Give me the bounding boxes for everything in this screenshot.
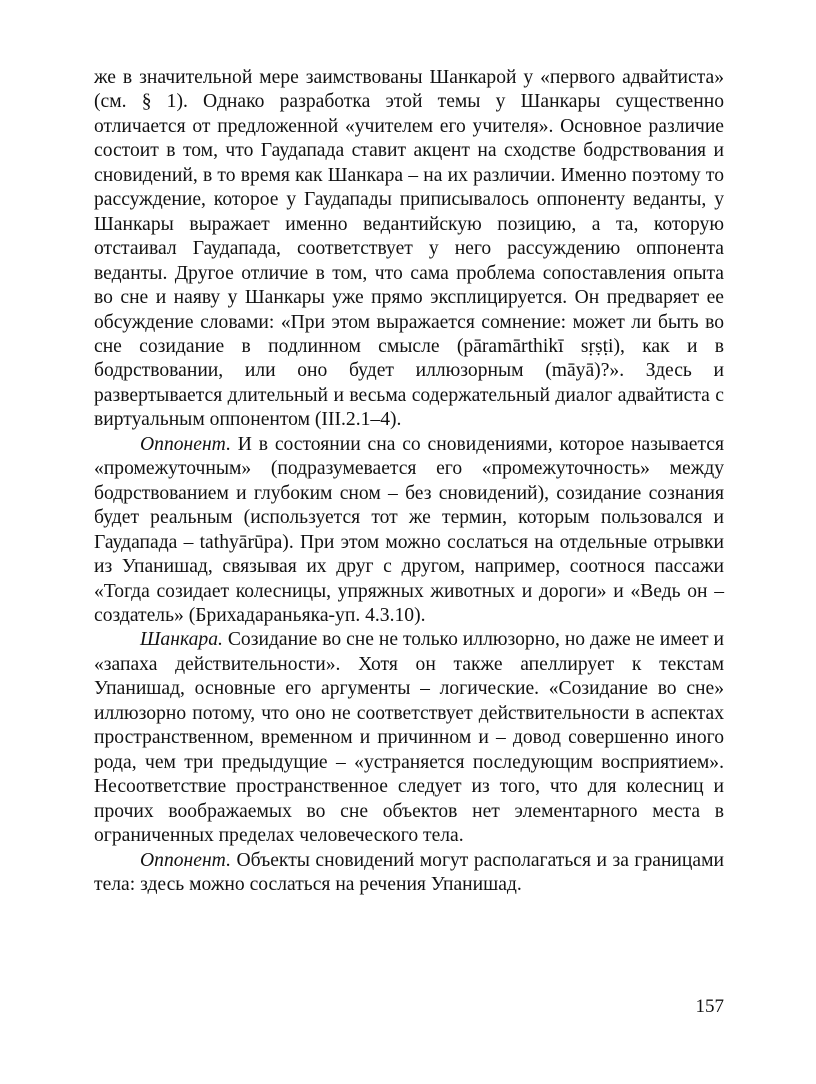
- body-text: [94, 66, 724, 897]
- speaker-label: Оппонент.: [140, 433, 231, 455]
- page-number: 157: [695, 996, 724, 1017]
- paragraph-opponent-1: [94, 433, 724, 629]
- paragraph-opponent-2: [94, 849, 724, 898]
- paragraph-text: Объекты сновидений могут располагаться и за границами тела: здесь можно сослаться на речения Упанишад.: [94, 849, 724, 895]
- paragraph-shankara: [94, 628, 724, 848]
- paragraph-intro: [94, 66, 724, 433]
- speaker-label: Шанкара.: [140, 629, 223, 651]
- speaker-label: Оппонент.: [140, 849, 231, 871]
- paragraph-text: Созидание во сне не только иллюзорно, но даже не имеет и «запаха действительности». Хотя он также апеллирует к текстам Упанишад, основные его аргументы – логические. «Созидание во сне» иллюзорно потому, что оно не соответствует действительности в аспектах пространственном, временном и причинном и – довод совершенно иного рода, чем три предыдущие – «устраняется последующим восприятием». Несоответствие пространственное следует из того, что для колесниц и прочих воображаемых во сне объектов нет элементарного места в ограниченных пределах человеческого тела.: [94, 629, 724, 847]
- paragraph-text: И в состоянии сна со сновидениями, которое называется «промежуточным» (подразумевается его «промежуточность» между бодрствованием и глубоким сном – без сновидений), созидание сознания будет реальным (используется тот же термин, которым пользовался и Гаудапада – tathyārūpa). При этом можно сослаться на отдельные отрывки из Упанишад, связывая их друг с другом, например, соотнося пассажи «Тогда созидает колесницы, упряжных животных и дороги» и «Ведь он – создатель» (Брихадараньяка-уп. 4.3.10).: [94, 433, 724, 626]
- paragraph-text: же в значительной мере заимствованы Шанкарой у «первого адвайтиста» (см. § 1). Однако разработка этой темы у Шанкары существенно отличается от предложенной «учителем его учителя». Основное различие состоит в том, что Гаудапада ставит акцент на сходстве бодрствования и сновидений, в то время как Шанкара – на их различии. Именно поэтому то рассуждение, которое у Гаудапады приписывалось оппоненту веданты, у Шанкары выражает именно ведантийскую позицию, а та, которую отстаивал Гаудапада, соответствует у него рассуждению оппонента веданты. Другое отличие в том, что сама проблема сопоставления опыта во сне и наяву у Шанкары уже прямо эксплицируется. Он предваряет ее обсуждение словами: «При этом выражается сомнение: может ли быть во сне созидание в подлинном смысле (pāramārthikī sṛṣṭi), как и в бодрствовании, или оно будет иллюзорным (māyā)?». Здесь и развертывается длительный и весьма содержательный диалог адвайтиста с виртуальным оппонентом (III.2.1–4).: [94, 67, 724, 431]
